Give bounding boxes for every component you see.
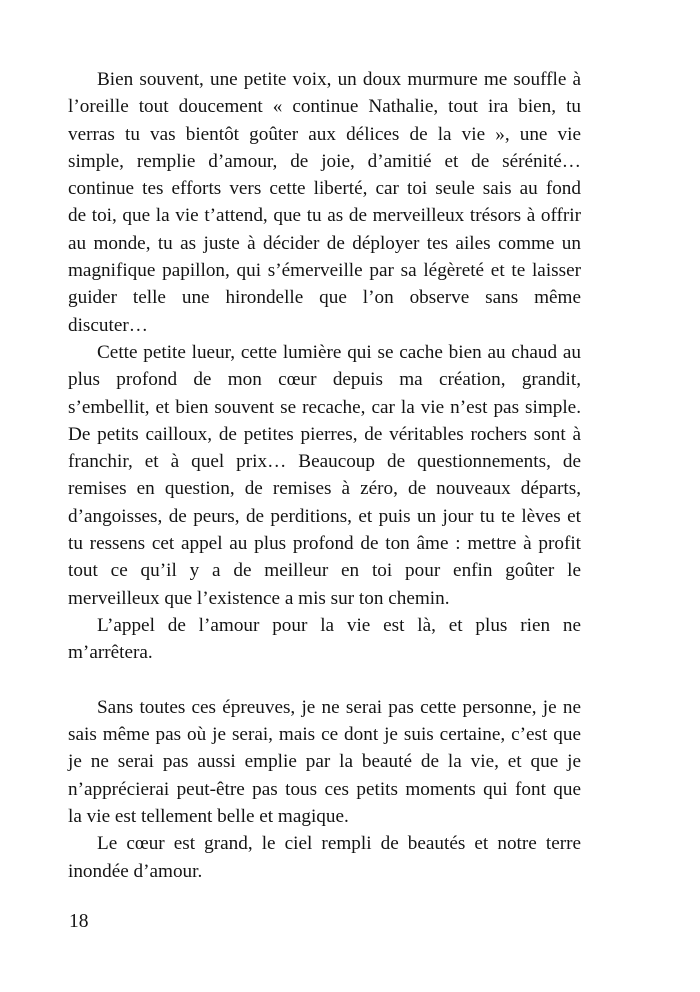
text-line: la vie est tellement belle et magique. <box>68 806 349 828</box>
text-line: d’angoisses, de peurs, de perditions, et puis un jour tu te lèves et <box>68 505 581 527</box>
text-line: inondée d’amour. <box>68 860 203 882</box>
page-number: 18 <box>69 911 89 932</box>
text-line: magnifique papillon, qui s’émerveille par sa légèreté et te laisser <box>68 260 581 282</box>
paragraph <box>68 612 581 667</box>
paragraph <box>68 339 581 612</box>
text-line: verras tu vas bientôt goûter aux délices de la vie », une vie <box>68 123 581 145</box>
text-line: continue tes efforts vers cette liberté, car toi seule sais au fond <box>68 178 581 200</box>
paragraph <box>68 66 581 339</box>
text-line: remises en question, de remises à zéro, de nouveaux départs, <box>68 478 581 500</box>
text-line: n’apprécierai peut-être pas tous ces petits moments qui font que <box>68 778 581 800</box>
text-line: m’arrêtera. <box>68 642 153 664</box>
text-line: merveilleux que l’existence a mis sur ton chemin. <box>68 587 450 609</box>
text-line: Cette petite lueur, cette lumière qui se cache bien au chaud au <box>97 341 581 363</box>
text-line: Bien souvent, une petite voix, un doux murmure me souffle à <box>97 69 581 90</box>
paragraph <box>68 830 581 885</box>
text-line: tout ce qu’il y a de meilleur en toi pour enfin goûter le <box>68 560 581 582</box>
text-line: Sans toutes ces épreuves, je ne serai pas cette personne, je ne <box>97 696 581 718</box>
text-line: s’embellit, et bien souvent se recache, car la vie n’est pas simple. <box>68 396 581 418</box>
text-line: l’oreille tout doucement « continue Nathalie, tout ira bien, tu <box>68 96 581 118</box>
text-line: discuter… <box>68 314 148 336</box>
text-line: Le cœur est grand, le ciel rempli de beautés et notre terre <box>97 833 581 855</box>
text-line: franchir, et à quel prix… Beaucoup de questionnements, de <box>68 451 581 473</box>
text-line: je ne serai pas aussi emplie par la beauté de la vie, et que je <box>68 751 581 773</box>
text-line: au monde, tu as juste à décider de déployer tes ailes comme un <box>68 232 581 254</box>
text-line: simple, remplie d’amour, de joie, d’amitié et de sérénité… <box>68 150 581 172</box>
text-line: de toi, que la vie t’attend, que tu as de merveilleux trésors à offrir <box>68 205 581 227</box>
page-body-text <box>68 66 581 885</box>
text-line: guider telle une hirondelle que l’on observe sans même <box>68 287 581 309</box>
text-line: plus profond de mon cœur depuis ma création, grandit, <box>68 369 581 391</box>
paragraph <box>68 694 581 830</box>
text-line: tu ressens cet appel au plus profond de ton âme : mettre à profit <box>68 533 581 555</box>
text-line: sais même pas où je serai, mais ce dont je suis certaine, c’est que <box>68 724 581 746</box>
text-line: L’appel de l’amour pour la vie est là, et plus rien ne <box>97 614 581 636</box>
text-line: De petits cailloux, de petites pierres, de véritables rochers sont à <box>68 423 581 445</box>
